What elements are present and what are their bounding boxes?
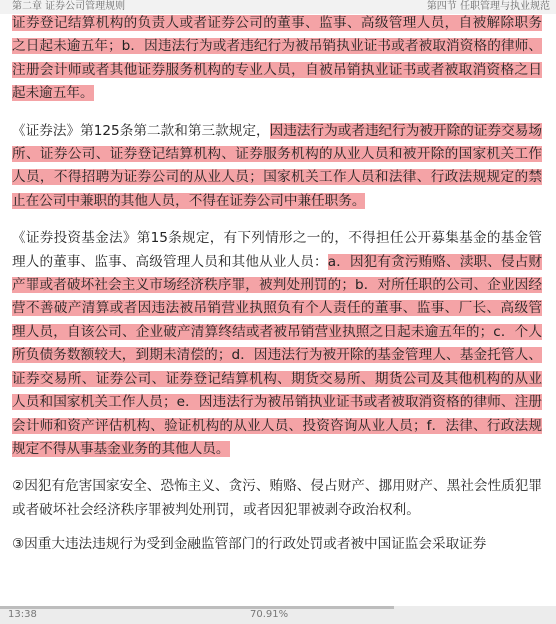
section-title: 第四节 任职管理与执业规范 [426,1,550,12]
body-text: ②因犯有危害国家安全、恐怖主义、贪污、贿赂、侵占财产、挪用财产、黑社会性质犯罪或者破坏社会经济秩序罪被判处刑罚，或者因犯罪被剥夺政治权利。 [12,478,542,518]
paragraph [12,475,542,522]
paragraph [12,533,542,556]
reading-progress-bar [0,606,394,609]
document-body [12,12,542,571]
paragraph [12,120,542,214]
body-text: ③因重大违法违规行为受到金融监管部门的行政处罚或者被中国证监会采取证券 [12,536,487,553]
reading-progress-percent: 70.91% [250,609,289,620]
highlighted-text: 证券登记结算机构的负责人或者证券公司的董事、监事、高级管理人员，自被解除职务之日起未逾五年；b．因违法行为或者违纪行为被吊销执业证书或者被取消资格的律师、注册会计师或者其他证券服务机构的专业人员，自被吊销执业证书或者被取消资格之日起未逾五年。 [12,15,542,102]
highlighted-text: 因违法行为或者违纪行为被开除的证券交易场所、证券公司、证券登记结算机构、证券服务机构的从业人员和被开除的国家机关工作人员，不得招聘为证券公司的从业人员；国家机关工作人员和法律、行政法规规定的禁止在公司中兼职的其他人员，不得在证券公司中兼任职务。 [12,122,543,209]
paragraph [12,227,542,461]
body-text: 《证券法》第125条第二款和第三款规定， [12,122,270,139]
paragraph [12,12,542,106]
reader-status-bar [0,606,556,624]
body-text: 《证券投资基金法》第15条规定，有下列情形之一的，不得担任公开募集基金的基金管理人的董事、监事、高级管理人员和其他从业人员： [12,230,542,270]
clock-time: 13:38 [8,609,37,620]
highlighted-text: a．因犯有贪污贿赂、渎职、侵占财产罪或者破坏社会主义市场经济秩序罪，被判处刑罚的；b．对所任职的公司、企业因经营不善破产清算或者因违法被吊销营业执照负有个人责任的董事、监事、厂长、高级管理人员，自该公司、企业破产清算终结或者被吊销营业执照之日起未逾五年的；c．个人所负债务数额较大，到期未清偿的；d．因违法行为被开除的基金管理人、基金托管人、证券交易所、证券公司、证券登记结算机构、期货交易所、期货公司及其他机构的从业人员和国家机关工作人员；e．因违法行为被吊销执业证书或者被取消资格的律师、注册会计师和资产评估机构、验证机构的从业人员、投资咨询从业人员；f．法律、行政法规规定不得从事基金业务的其他人员。 [12,253,542,457]
chapter-title: 第二章 证券公司管理规则 [12,1,126,12]
